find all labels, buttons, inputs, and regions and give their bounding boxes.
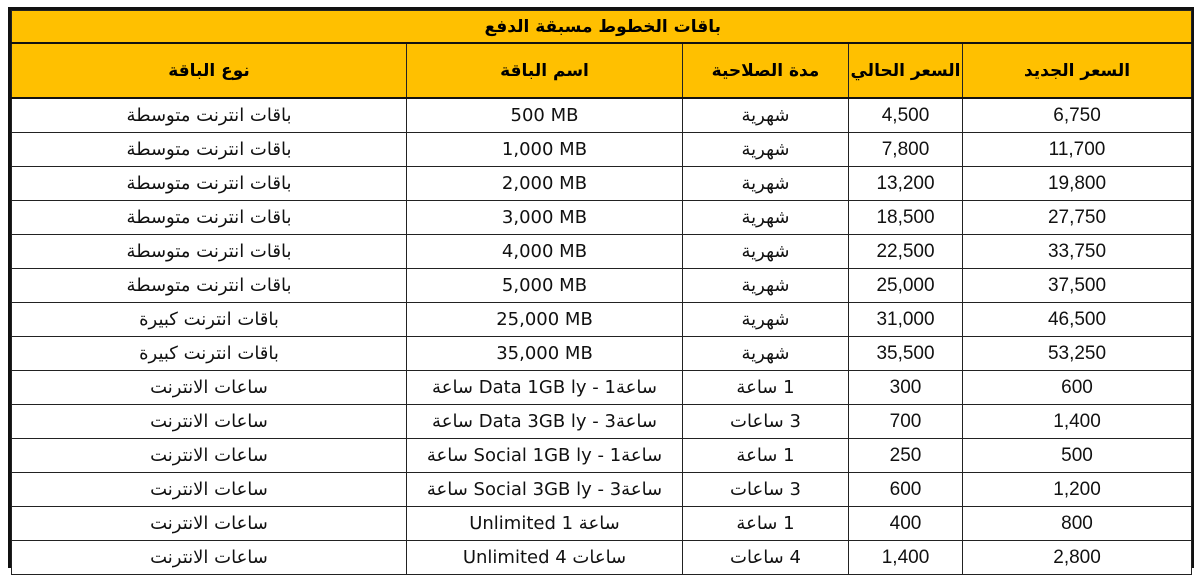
cell-package-name: ساعة3 - Data 3GB ly ساعة: [407, 405, 683, 439]
header-new-price: السعر الجديد: [963, 43, 1192, 98]
cell-validity: شهرية: [683, 235, 849, 269]
cell-validity: شهرية: [683, 133, 849, 167]
table-row: [12, 337, 1192, 371]
cell-validity: شهرية: [683, 269, 849, 303]
cell-new-price: 33,750: [963, 235, 1192, 269]
cell-current-price: 22,500: [849, 235, 963, 269]
cell-validity: شهرية: [683, 337, 849, 371]
table-row: [12, 303, 1192, 337]
header-validity: مدة الصلاحية: [683, 43, 849, 98]
cell-package-type: باقات انترنت كبيرة: [12, 337, 407, 371]
cell-validity: 1 ساعة: [683, 439, 849, 473]
table-row: [12, 371, 1192, 405]
cell-new-price: 500: [963, 439, 1192, 473]
cell-new-price: 27,750: [963, 201, 1192, 235]
cell-package-name: ساعة1 - Social 1GB ly ساعة: [407, 439, 683, 473]
cell-package-name: 4,000 MB: [407, 235, 683, 269]
cell-current-price: 13,200: [849, 167, 963, 201]
cell-new-price: 6,750: [963, 98, 1192, 133]
header-package-name: اسم الباقة: [407, 43, 683, 98]
cell-package-name: 25,000 MB: [407, 303, 683, 337]
cell-new-price: 1,400: [963, 405, 1192, 439]
table-row: [12, 473, 1192, 507]
cell-package-type: ساعات الانترنت: [12, 541, 407, 575]
cell-package-type: ساعات الانترنت: [12, 473, 407, 507]
cell-current-price: 600: [849, 473, 963, 507]
cell-current-price: 700: [849, 405, 963, 439]
cell-package-type: باقات انترنت متوسطة: [12, 133, 407, 167]
prepaid-packages-table-container: [8, 7, 1194, 568]
table-row: [12, 98, 1192, 133]
header-current-price: السعر الحالي: [849, 43, 963, 98]
cell-validity: 3 ساعات: [683, 473, 849, 507]
cell-current-price: 25,000: [849, 269, 963, 303]
table-row: [12, 235, 1192, 269]
cell-new-price: 600: [963, 371, 1192, 405]
cell-validity: 3 ساعات: [683, 405, 849, 439]
cell-validity: 4 ساعات: [683, 541, 849, 575]
table-row: [12, 439, 1192, 473]
cell-package-name: Unlimited 4 ساعات: [407, 541, 683, 575]
cell-package-type: ساعات الانترنت: [12, 439, 407, 473]
cell-current-price: 1,400: [849, 541, 963, 575]
cell-package-name: 35,000 MB: [407, 337, 683, 371]
cell-package-type: باقات انترنت متوسطة: [12, 98, 407, 133]
cell-validity: شهرية: [683, 167, 849, 201]
cell-package-type: ساعات الانترنت: [12, 371, 407, 405]
cell-package-type: باقات انترنت متوسطة: [12, 201, 407, 235]
table-row: [12, 541, 1192, 575]
cell-current-price: 250: [849, 439, 963, 473]
table-title-row: [12, 11, 1192, 44]
cell-package-name: Unlimited 1 ساعة: [407, 507, 683, 541]
cell-validity: شهرية: [683, 201, 849, 235]
cell-package-name: 2,000 MB: [407, 167, 683, 201]
table-row: [12, 133, 1192, 167]
cell-package-name: 3,000 MB: [407, 201, 683, 235]
cell-validity: 1 ساعة: [683, 371, 849, 405]
cell-new-price: 800: [963, 507, 1192, 541]
cell-package-type: باقات انترنت متوسطة: [12, 235, 407, 269]
table-row: [12, 405, 1192, 439]
table-body: [12, 98, 1192, 575]
cell-current-price: 35,500: [849, 337, 963, 371]
cell-current-price: 18,500: [849, 201, 963, 235]
cell-validity: شهرية: [683, 303, 849, 337]
cell-package-name: ساعة3 - Social 3GB ly ساعة: [407, 473, 683, 507]
cell-package-type: باقات انترنت متوسطة: [12, 167, 407, 201]
cell-new-price: 53,250: [963, 337, 1192, 371]
cell-new-price: 1,200: [963, 473, 1192, 507]
cell-validity: شهرية: [683, 98, 849, 133]
header-package-type: نوع الباقة: [12, 43, 407, 98]
table-header-row: [12, 43, 1192, 98]
cell-current-price: 31,000: [849, 303, 963, 337]
cell-validity: 1 ساعة: [683, 507, 849, 541]
cell-current-price: 400: [849, 507, 963, 541]
cell-package-name: 1,000 MB: [407, 133, 683, 167]
cell-package-name: ساعة1 - Data 1GB ly ساعة: [407, 371, 683, 405]
cell-new-price: 2,800: [963, 541, 1192, 575]
cell-package-type: ساعات الانترنت: [12, 405, 407, 439]
table-row: [12, 167, 1192, 201]
cell-new-price: 46,500: [963, 303, 1192, 337]
cell-current-price: 7,800: [849, 133, 963, 167]
table-row: [12, 269, 1192, 303]
cell-new-price: 19,800: [963, 167, 1192, 201]
table-row: [12, 201, 1192, 235]
cell-package-type: باقات انترنت كبيرة: [12, 303, 407, 337]
cell-package-type: ساعات الانترنت: [12, 507, 407, 541]
prepaid-packages-table: [11, 10, 1192, 575]
cell-current-price: 300: [849, 371, 963, 405]
cell-package-type: باقات انترنت متوسطة: [12, 269, 407, 303]
table-title: باقات الخطوط مسبقة الدفع: [12, 11, 1192, 44]
cell-package-name: 5,000 MB: [407, 269, 683, 303]
cell-package-name: 500 MB: [407, 98, 683, 133]
cell-current-price: 4,500: [849, 98, 963, 133]
cell-new-price: 37,500: [963, 269, 1192, 303]
table-row: [12, 507, 1192, 541]
cell-new-price: 11,700: [963, 133, 1192, 167]
